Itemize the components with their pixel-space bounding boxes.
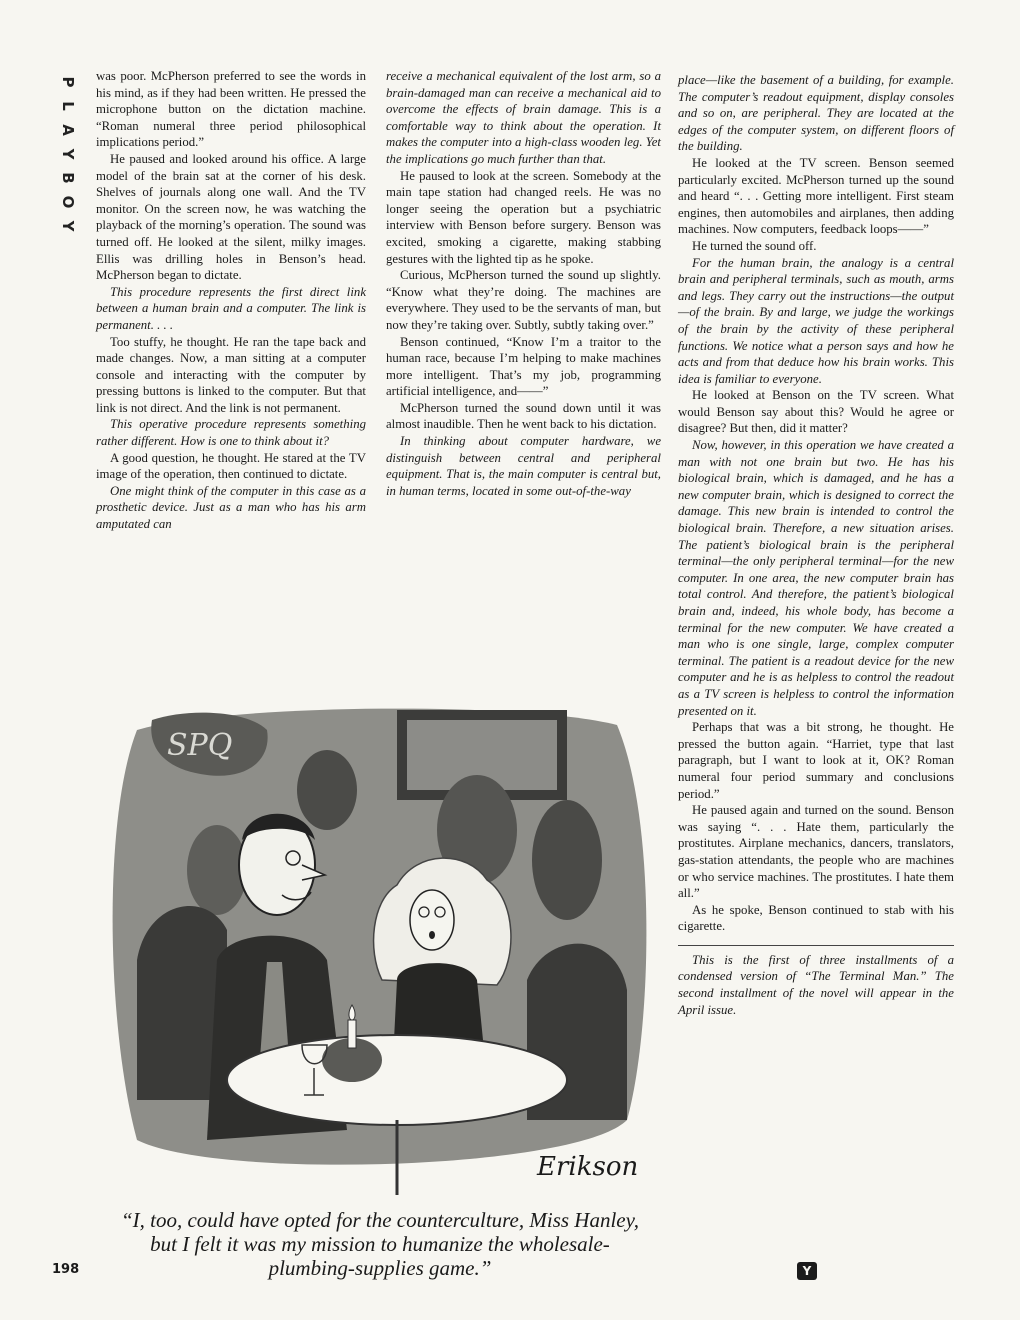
paragraph: In thinking about computer hardware, we distinguish between central and peripheral equipment. That is, the main computer is central but, in human terms, located in some out-of-the-way [386,434,661,498]
paragraph: Perhaps that was a bit strong, he thought. He pressed the button again. “Harriet, type that last paragraph, but I want to look at it, OK? Roman numeral four period summary and conclusions period.” [678,720,954,801]
svg-text:SPQ: SPQ [167,728,233,763]
paragraph: He paused and looked around his office. A large model of the brain sat at the corner of his desk. Shelves of journals along one wall. And the TV monitor. On the screen now, he was watching the playback of the morning’s operation. The sound was turned off. He looked at the silent, milky images. Ellis was drilling holes in Benson’s head. McPherson began to dictate. [96,151,366,283]
cartoon-drawing [97,700,659,1202]
paragraph: Benson continued, “Know I’m a traitor to the human race, because I’m helping to make machines more intelligent. That’s my job, programming artificial intelligence, and——” [386,334,661,399]
page-number: 198 [52,1262,80,1277]
end-note-divider [678,945,954,946]
paragraph: He paused to look at the screen. Somebody at the main tape station had changed reels. He was no longer seeing the operation but a psychiatric interview with Benson before surgery. Benson was excited, smoking a cigarette, making stabbing gestures with the lighted tip as he spoke. [386,168,661,266]
rabbit-head-icon: 𝗬 [797,1262,817,1280]
magazine-letter: Y [59,220,77,232]
magazine-letter: A [59,124,77,136]
magazine-letter: P [59,76,77,88]
paragraph: This operative procedure represents something rather different. How is one to think about it? [96,417,366,449]
cartoon-signature: Erikson [537,1152,639,1182]
magazine-letter: L [59,101,77,111]
paragraph: place—like the basement of a building, for example. The computer’s readout equipment, display consoles and so on, are peripheral. They are located at the edges of the computer system, on different floors of the building. [678,73,954,154]
magazine-letter: Y [59,148,77,160]
text-column-1 [96,68,366,533]
paragraph: He paused again and turned on the sound. Benson was saying “. . . Hate them, particularly the prostitutes. Airplane mechanics, dancers, translators, gas-station attendants, the people who are machines or who service machines. The prostitutes. I hate them all.” [678,803,954,901]
text-column-2 [386,68,661,499]
paragraph: A good question, he thought. He stared at the TV image of the operation, then continued to dictate. [96,450,366,482]
end-note: This is the first of three installments of a condensed version of “The Terminal Man.” The second installment of the novel will appear in the April issue. [678,952,954,1017]
paragraph: As he spoke, Benson continued to stab with his cigarette. [678,902,954,934]
paragraph: was poor. McPherson preferred to see the words in his mind, as if they had been written. He pressed the microphone button on the dictation machine. “Roman numeral three period philosophical implications period.” [96,69,366,150]
paragraph: One might think of the computer in this case as a prosthetic device. Just as a man who has his arm amputated can [96,483,366,532]
paragraph: Too stuffy, he thought. He ran the tape back and made changes. Now, a man sitting at a computer console and interacting with the computer by pressing buttons is linked to the computer. But that link is not direct. And the link is not permanent. [96,334,366,415]
magazine-name-vertical [58,70,78,238]
paragraph: For the human brain, the analogy is a central brain and peripheral terminals, such as mouth, arms and legs. They carry out the instructions—the output—of the brain. By and large, we judge the workings of the brain by the activity of these peripheral functions. We notice what a person says and how he acts and from that deduce how his brain works. This idea is familiar to everyone. [678,255,954,386]
magazine-letter: B [59,172,77,184]
paragraph: Now, however, in this operation we have created a man with not one brain but two. He has his biological brain, which is damaged, and he has a new computer brain, which is designed to correct the damage. This new brain is intended to control the biological brain. Therefore, a new situation arises. The patient’s biological brain is the peripheral terminal—the only peripheral terminal—for the new computer. In one area, the new computer brain has total control. And therefore, the patient’s biological brain and, indeed, his whole body, has become a terminal for the new computer. We have created a man who is one single, large, complex computer terminal. The patient is a readout device for the new computer and he is as helpless to control the readout as a TV screen is helpless to control the information presented on it. [678,438,954,718]
text-column-3 [678,72,954,1018]
paragraph: Curious, McPherson turned the sound up slightly. “Know what they’re doing. The machines are everywhere. They used to be the servants of man, but now they’re taking over. Subtly, subtly taking over.” [386,268,661,332]
paragraph: receive a mechanical equivalent of the lost arm, so a brain-damaged man can receive a mechanical aid to overcome the effects of brain damage. This is a comfortable way to think about the operation. It makes the computer into a high-class wooden leg. Yet the implications go much further than that. [386,69,661,166]
column-3-body [678,72,954,935]
paragraph: He looked at the TV screen. Benson seemed particularly excited. McPherson turned up the sound and heard “. . . Getting more intelligent. First steam engines, then automobiles and airplanes, then adding machines. Now computers, feedback loops——” [678,155,954,237]
cartoon-caption: “I, too, could have opted for the counterculture, Miss Hanley, but I felt it was my mission to humanize the wholesale-plumbing-supplies game.” [120,1208,640,1280]
paragraph: He turned the sound off. [692,238,817,253]
paragraph: McPherson turned the sound down until it was almost inaudible. Then he went back to his dictation. [386,400,661,432]
paragraph: This procedure represents the first direct link between a human brain and a computer. The link is permanent. . . . [96,284,366,332]
cartoon-illustration [97,700,659,1202]
paragraph: He looked at Benson on the TV screen. What would Benson say about this? Would he agree or disagree? But then, did it matter? [678,388,954,436]
magazine-letter: O [59,195,77,209]
